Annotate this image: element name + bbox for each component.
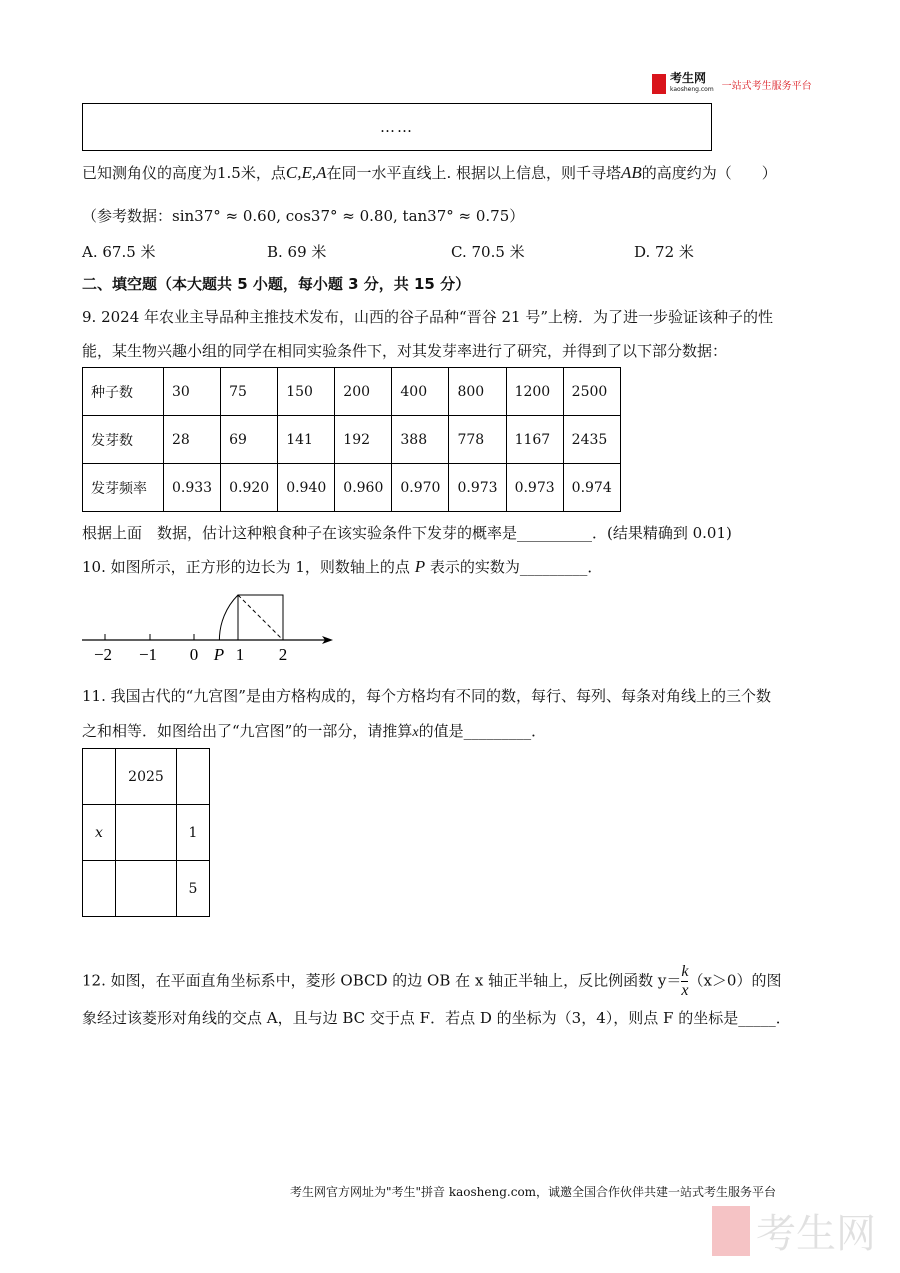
ellipsis-box: …… [82,103,712,151]
footer-text: 考生网官方网址为"考生"拼音 kaosheng.com，诚邀全国合作伙伴共建一站式考生服务平台 [290,1185,777,1199]
table-cell: 400 [392,368,449,416]
q11-text-a: 之和相等．如图给出了“九宫图”的一部分，请推算 [82,722,413,740]
table-cell: 2500 [563,368,620,416]
axis-ticks [105,634,194,640]
label-1: 1 [235,645,245,664]
watermark-text: 考生网 [756,1211,876,1257]
q8-reference: （参考数据：sin37° ≈ 0.60, cos37° ≈ 0.80, tan37° ≈ 0.75） [82,207,525,225]
q9-line2: 能，某生物兴趣小组的同学在相同实验条件下，对其发芽率进行了研究，并得到了以下部分数据： [82,342,728,360]
q10-text-a: 10. 如图所示，正方形的边长为 1，则数轴上的点 [82,558,415,576]
grid-cell [116,805,177,861]
q10-p: P [414,557,426,576]
q8-text-c: 的高度约为（ ） [641,164,777,182]
arc [219,595,238,640]
q11-line2 [82,720,546,741]
table-cell: 0.973 [506,464,563,512]
table-cell: 0.940 [278,464,335,512]
label-neg2: −2 [93,645,113,664]
grid-cell: 5 [177,861,210,917]
q8-text-a: 已知测角仪的高度为1.5米，点 [82,164,286,182]
grid-row [83,749,210,805]
fraction-num: k [681,963,689,980]
q8-option-a: A. 67.5 米 [82,243,156,261]
q8-option-b: B. 69 米 [267,243,327,261]
label-neg1: −1 [138,645,158,664]
table-cell: 0.970 [392,464,449,512]
table-cell: 30 [164,368,221,416]
table-cell: 778 [449,416,506,464]
q8-ab: AB [621,163,642,182]
q8-text-b: 在同一水平直线上. 根据以上信息，则千寻塔 [326,164,622,182]
grid-cell [83,861,116,917]
q12-text-a: 12. 如图，在平面直角坐标系中，菱形 OBCD 的边 OB 在 x 轴正半轴上，反比例函数 y＝ [82,971,682,990]
table-cell: 388 [392,416,449,464]
q10-text-b: 表示的实数为_________． [425,558,603,576]
q9-line3: 根据上面 数据，估计这种粮食种子在该实验条件下发芽的概率是__________．(结果精确到 0.01) [82,524,732,542]
table-cell: 150 [278,368,335,416]
label-p: P [213,645,225,664]
table-cell: 192 [335,416,392,464]
table-cell: 0.920 [221,464,278,512]
table-cell: 75 [221,368,278,416]
table-cell: 200 [335,368,392,416]
table-cell: 69 [221,416,278,464]
q11-line1: 11. 我国古代的“九宫图”是由方格构成的，每个方格均有不同的数，每行、每列、每条对角线上的三个数 [82,687,771,705]
grid-row [83,861,210,917]
table-cell: 0.973 [449,464,506,512]
grid-row [83,805,210,861]
table-cell: 141 [278,416,335,464]
grid-cell [177,749,210,805]
grid-cell: 1 [177,805,210,861]
q11-text-b: 的值是_________． [418,722,547,740]
logo-domain: kaosheng.com [670,86,714,93]
row-header: 种子数 [83,368,164,416]
watermark [712,1202,876,1259]
grid-cell: x [83,805,116,861]
section-heading: 二、填空题（本大题共 5 小题，每小题 3 分，共 15 分） [82,275,471,293]
q12-line1 [82,963,781,1000]
q12-text-b: （x＞0）的图 [688,971,782,990]
q8-points: C,E,A [285,163,327,182]
logo-name: 考生网 [670,71,707,85]
q11-x: x [412,725,419,740]
q8-option-d: D. 72 米 [634,243,694,261]
table-cell: 1200 [506,368,563,416]
q12-line2: 象经过该菱形对角线的交点 A，且与边 BC 交于点 F．若点 D 的坐标为（3，4），则点 F 的坐标是_____． [82,1009,791,1027]
table-cell: 2435 [563,416,620,464]
table-cell: 800 [449,368,506,416]
q8-option-c: C. 70.5 米 [451,243,525,261]
table-cell: 0.960 [335,464,392,512]
table-cell: 28 [164,416,221,464]
table-cell: 1167 [506,416,563,464]
fraction-den: x [681,982,689,999]
watermark-logo-icon [712,1206,750,1256]
grid-cell [116,861,177,917]
label-0: 0 [189,645,199,664]
grid-cell [83,749,116,805]
grid-cell: 2025 [116,749,177,805]
diagonal [238,595,283,640]
magic-square-grid [82,748,210,917]
q9-line1: 9. 2024 年农业主导品种主推技术发布，山西的谷子品种“晋谷 21 号”上榜．为了进一步验证该种子的性 [82,308,773,326]
label-2: 2 [278,645,288,664]
table-cell: 0.933 [164,464,221,512]
table-cell: 0.974 [563,464,620,512]
row-header: 发芽频率 [83,464,164,512]
header-slogan: 一站式考生服务平台 [721,80,812,92]
row-header: 发芽数 [83,416,164,464]
